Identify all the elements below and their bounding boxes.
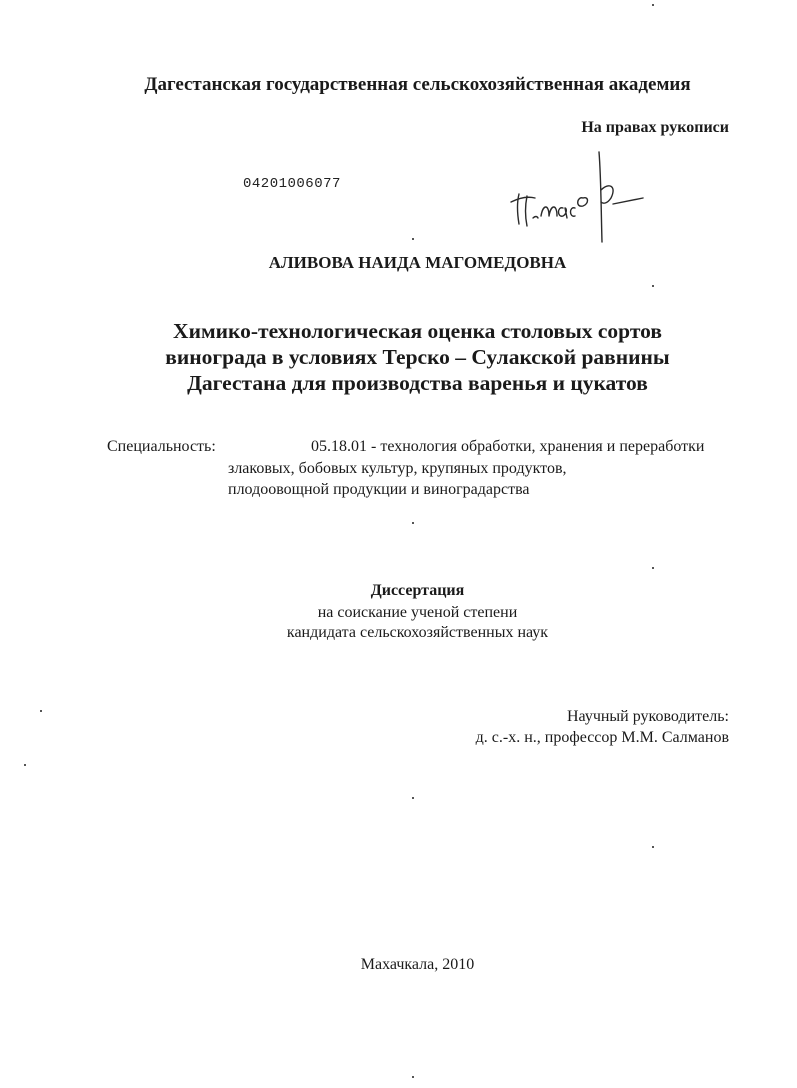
city-year: Махачкала, 2010	[360, 956, 475, 973]
advisor-credentials: д. с.-х. н., профессор М.М. Салманов	[475, 729, 729, 746]
scan-speck	[412, 522, 414, 524]
registration-number: 04201006077	[243, 176, 341, 192]
specialty-line: плодоовощной продукции и виноградарства	[228, 481, 530, 498]
dissertation-title	[0, 318, 797, 396]
dissertation-heading: Диссертация	[370, 582, 465, 599]
degree-line: кандидата сельскохозяйственных наук	[286, 624, 549, 641]
scan-speck	[412, 238, 414, 240]
title-line: Химико-технологическая оценка столовых сортов	[173, 319, 662, 343]
advisor-label: Научный руководитель:	[566, 708, 729, 725]
title-line: Дагестана для производства варенья и цукатов	[187, 371, 648, 395]
scan-speck	[40, 710, 42, 712]
specialty-line: злаковых, бобовых культур, крупяных продуктов,	[228, 460, 567, 477]
institution-name: Дагестанская государственная сельскохозяйственная академия	[144, 74, 691, 95]
scan-speck	[412, 1076, 414, 1078]
specialty-label: Специальность:	[107, 438, 216, 455]
scan-speck	[652, 846, 654, 848]
author-name: АЛИВОВА НАИДА МАГОМЕДОВНА	[268, 253, 567, 272]
scan-speck	[24, 764, 26, 766]
scan-speck	[652, 567, 654, 569]
rights-notice: На правах рукописи	[581, 119, 729, 136]
specialty-line: 05.18.01 - технология обработки, хранения и переработки	[311, 438, 705, 455]
title-line: винограда в условиях Терско – Сулакской равнины	[165, 345, 670, 369]
handwritten-signature	[505, 146, 655, 246]
scan-speck	[652, 285, 654, 287]
scan-speck	[652, 4, 654, 6]
scan-speck	[412, 797, 414, 799]
degree-line: на соискание ученой степени	[317, 604, 518, 621]
